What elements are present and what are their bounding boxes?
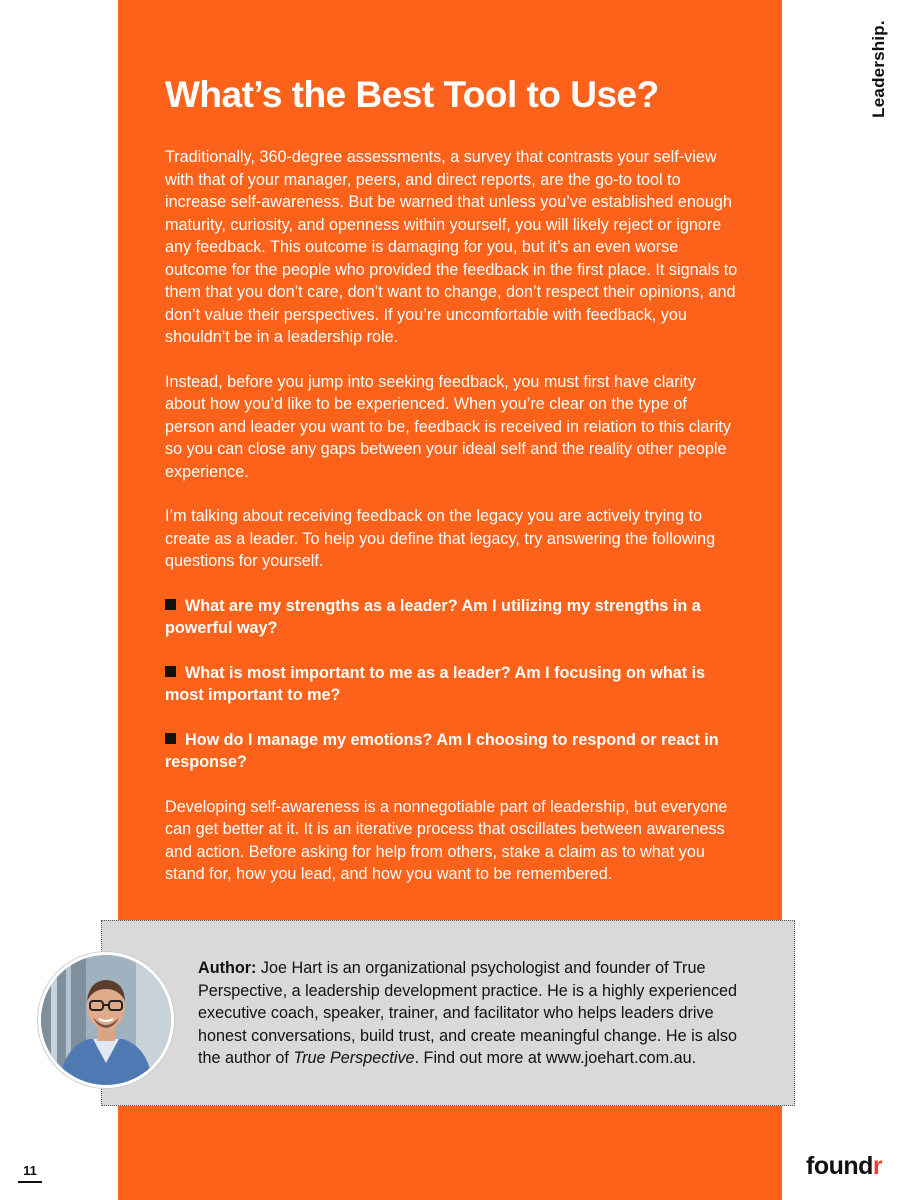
paragraph: Traditionally, 360-degree assessments, a survey that contrasts your self-view with that of your manager, peers, and direct reports, are the go-to tool to increase self-awareness. But be warned that unless you’ve established enough maturity, curiosity, and openness within yourself, you will likely reject or ignore any feedback. This outcome is damaging for you, but it’s an even worse outcome for the people who provided the feedback in the first place. It signals to them that you don’t care, don’t want to change, don’t respect their opinions, and don’t value their perspectives. If you’re uncomfortable with feedback, you shouldn’t be in a leadership role. xyxy=(165,148,738,346)
book-title: True Perspective xyxy=(293,1049,415,1067)
question-item xyxy=(165,595,740,640)
foundr-logo xyxy=(806,1152,882,1181)
logo-main-text: found xyxy=(806,1152,873,1180)
author-bio xyxy=(198,957,758,1070)
author-label: Author: xyxy=(198,959,257,977)
author-bio-text-end: . Find out more at www.joehart.com.au. xyxy=(414,1049,697,1067)
question-text: How do I manage my emotions? Am I choosing to respond or react in response? xyxy=(165,730,719,771)
square-bullet-icon xyxy=(165,666,176,677)
author-portrait-image xyxy=(41,955,171,1085)
article-body xyxy=(165,70,740,908)
question-text: What are my strengths as a leader? Am I utilizing my strengths in a powerful way? xyxy=(165,596,701,637)
page-number: 11 xyxy=(18,1163,42,1183)
page-title: What’s the Best Tool to Use? xyxy=(165,74,659,115)
author-photo xyxy=(38,952,174,1088)
question-item xyxy=(165,662,740,707)
question-text: What is most important to me as a leader? Am I focusing on what is most important to me? xyxy=(165,663,706,704)
logo-accent-letter: r xyxy=(872,1152,883,1180)
question-item xyxy=(165,729,740,774)
closing-paragraph: Developing self-awareness is a nonnegotiable part of leadership, but everyone can get better at it. It is an iterative process that oscillates between awareness and action. Before asking for help from others, stake a claim as to what you stand for, how you lead, and how you want to be remembered. xyxy=(165,797,728,883)
paragraph: I’m talking about receiving feedback on the legacy you are actively trying to create as a leader. To help you define that legacy, try answering the following questions for yourself. xyxy=(165,507,716,570)
paragraph: Instead, before you jump into seeking feedback, you must first have clarity about how you’d like to be experienced. When you’re clear on the type of person and leader you want to be, feedback is received in relation to this clarity so you can close any gaps between your ideal self and the reality other people experience. xyxy=(165,372,731,481)
square-bullet-icon xyxy=(165,599,176,610)
square-bullet-icon xyxy=(165,733,176,744)
section-tag-label: Leadership. xyxy=(869,20,888,118)
section-tag xyxy=(867,14,891,124)
author-bio-text: Joe Hart is an organizational psychologist and founder of True Perspective, a leadership development practice. He is a highly experienced executive coach, speaker, trainer, and facilitator who helps leaders drive honest conversations, build trust, and create meaningful change. He is also the author of xyxy=(198,959,738,1067)
